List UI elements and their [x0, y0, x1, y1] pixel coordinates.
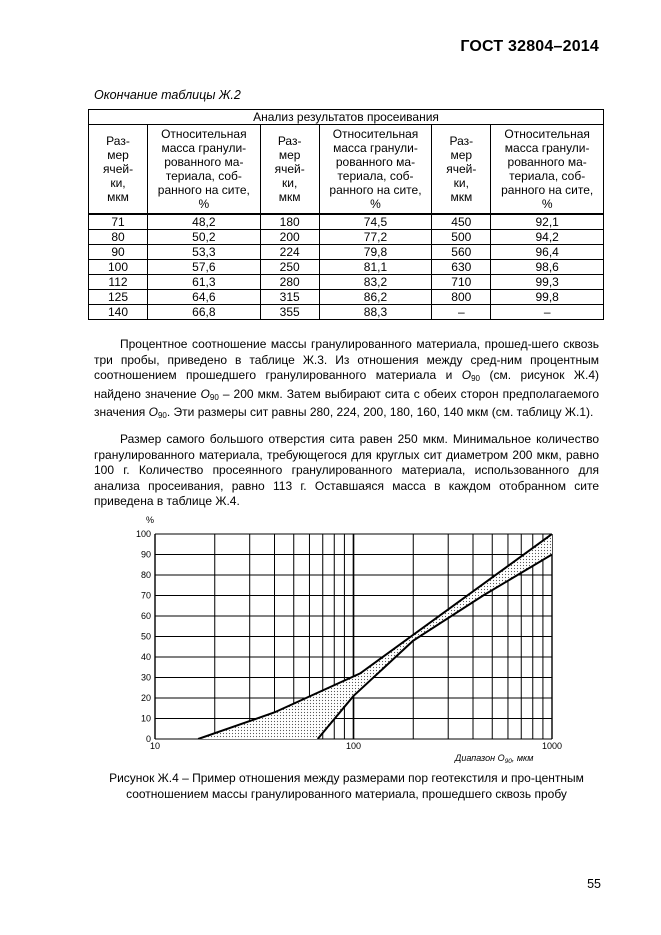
y-tick-label: 100 [135, 529, 151, 539]
table-row [89, 214, 604, 230]
table-cell: 99,8 [491, 290, 604, 305]
table-cell: 71 [89, 214, 148, 230]
table-cell: 98,6 [491, 260, 604, 275]
table-cell: 86,2 [319, 290, 432, 305]
chart-lines [198, 534, 552, 739]
table-header-row [89, 125, 604, 215]
table-cell: 315 [260, 290, 319, 305]
sieve-analysis-table [88, 109, 604, 320]
y-tick-label: 20 [140, 693, 151, 703]
chart-x-tick-labels [150, 741, 562, 751]
series-line [318, 555, 552, 740]
table-cell: 100 [89, 260, 148, 275]
table-cell: 88,3 [319, 305, 432, 320]
table-cell: 92,1 [491, 214, 604, 230]
table-cell: 630 [432, 260, 491, 275]
table-cell: 800 [432, 290, 491, 305]
x-tick-label: 1000 [541, 741, 563, 751]
table-cell: 710 [432, 275, 491, 290]
chart-shaded-band [198, 534, 552, 739]
table-cell: 200 [260, 230, 319, 245]
figure-caption: Рисунок Ж.4 – Пример отношения между размерами пор геотекстиля и про-центным соотношением массы гранулированного материала, прошедшего сквозь пробу [109, 771, 584, 801]
y-unit-label: % [146, 515, 155, 525]
table-row [89, 290, 604, 305]
table-cell: 50,2 [148, 230, 261, 245]
paragraph-sieve-size: Размер самого большого отверстия сита равен 250 мкм. Минимальное количество гранулированного материала, требующегося для круглых сит диаметром 200 мкм, равно 100 г. Количество просеянного гранулированного материала, использованного для анализа просеивания, равно 113 г. Оставшаяся масса в каждом отобранном сите приведена в таблице Ж.4. [94, 432, 599, 508]
table-cell: 66,8 [148, 305, 261, 320]
table-cell: 57,6 [148, 260, 261, 275]
shaded-area [198, 534, 552, 739]
series-line [198, 534, 552, 739]
standard-number: ГОСТ 32804–2014 [460, 38, 599, 55]
y-tick-label: 0 [145, 734, 151, 744]
page-number: 55 [587, 877, 601, 891]
table-cell: 90 [89, 245, 148, 260]
y-tick-label: 70 [140, 590, 151, 601]
table-cell: 140 [89, 305, 148, 320]
table-title: Анализ результатов просеивания [89, 110, 604, 125]
table-cell: – [491, 305, 604, 320]
col-header-size: Раз- мер ячей- ки, мкм [260, 125, 319, 215]
chart-y-tick-labels [136, 529, 151, 744]
table-cell: 61,3 [148, 275, 261, 290]
table-cell: 180 [260, 214, 319, 230]
table-cell: 53,3 [148, 245, 261, 260]
table-continuation-caption: Окончание таблицы Ж.2 [94, 88, 241, 102]
table-cell: 99,3 [491, 275, 604, 290]
col-header-size: Раз- мер ячей- ки, мкм [432, 125, 491, 215]
chart-grid [155, 534, 552, 739]
table-cell: 250 [260, 260, 319, 275]
x-axis-label: Диапазон $O_{90}$, мкм [455, 753, 534, 765]
table-row [89, 305, 604, 320]
col-header-mass: Относительная масса гранули- рованного ма- териала, соб- ранного на сите, % [319, 125, 432, 215]
table-cell: 560 [432, 245, 491, 260]
table-cell: 48,2 [148, 214, 261, 230]
table-cell: 280 [260, 275, 319, 290]
table-cell: 81,1 [319, 260, 432, 275]
table-cell: 64,6 [148, 290, 261, 305]
col-header-mass: Относительная масса гранули- рованного ма- териала, соб- ранного на сите, % [148, 125, 261, 215]
table-cell: 224 [260, 245, 319, 260]
table-cell: 80 [89, 230, 148, 245]
table-cell: 125 [89, 290, 148, 305]
table-cell: 77,2 [319, 230, 432, 245]
table-row [89, 275, 604, 290]
y-tick-label: 50 [140, 631, 151, 642]
table-cell: 96,4 [491, 245, 604, 260]
y-tick-label: 40 [140, 652, 151, 662]
table-cell: 79,8 [319, 245, 432, 260]
y-tick-label: 90 [140, 549, 151, 560]
paragraph-percent-ratio: Процентное соотношение массы гранулированного материала, прошед-шего сквозь три пробы, приведено в таблице Ж.3. Из отношения между сред-ним процентным соотношением прошедшего гранулированного материала и $O_{90}$ (см. рисунок Ж.4) найдено значение $O_{90} - 200$ мкм. Затем выбирают сита с обеих сторон предполагаемого значения $O_{90}$. Эти размеры сит равны 280, 224, 200, 180, 160, 140 мкм (см. таблицу Ж.1). [94, 337, 600, 420]
x-tick-label: 10 [149, 741, 161, 751]
table-cell: 112 [89, 275, 148, 290]
table-cell: 94,2 [491, 230, 604, 245]
col-header-size: Раз- мер ячей- ки, мкм [89, 125, 148, 215]
col-header-mass: Относительная масса гранули- рованного ма- териала, соб- ранного на сите, % [491, 125, 604, 215]
y-tick-label: 80 [140, 570, 151, 580]
table-cell: – [432, 305, 491, 320]
table-cell: 500 [432, 230, 491, 245]
table-cell: 83,2 [319, 275, 432, 290]
table-row [89, 245, 604, 260]
table-row [89, 230, 604, 245]
table-cell: 74,5 [319, 214, 432, 230]
y-tick-label: 60 [140, 611, 151, 621]
y-tick-label: 10 [140, 713, 151, 724]
table-row [89, 260, 604, 275]
y-tick-label: 30 [140, 672, 151, 683]
table-cell: 450 [432, 214, 491, 230]
x-tick-label: 100 [345, 741, 362, 751]
table-cell: 355 [260, 305, 319, 320]
